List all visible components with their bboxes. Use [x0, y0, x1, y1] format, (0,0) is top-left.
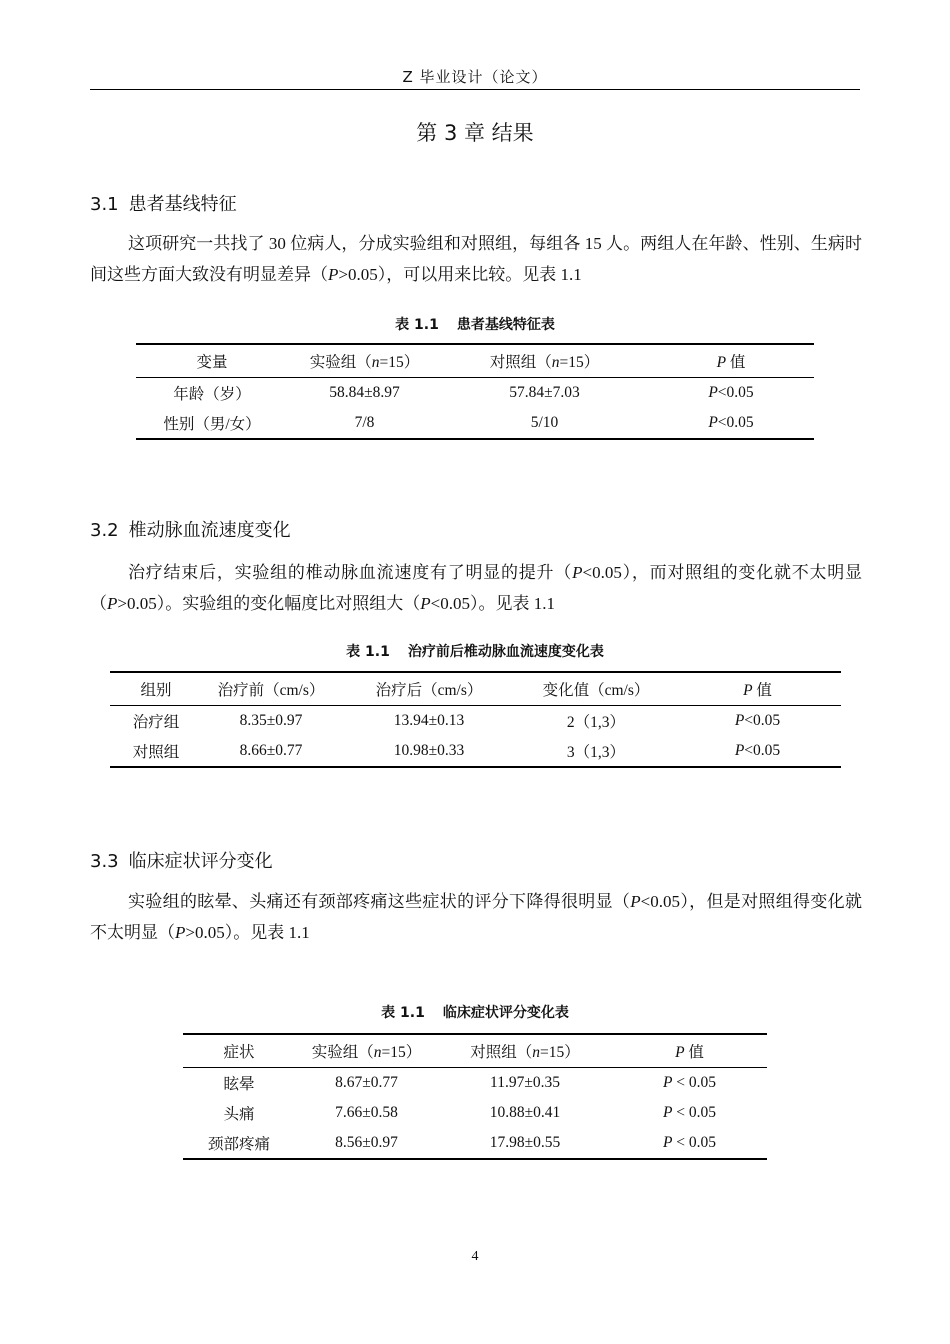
- text-run: 实验组的眩晕、头痛还有颈部疼痛这些症状的评分下降得很明显（: [128, 892, 631, 911]
- table-cell: [288, 378, 441, 409]
- table-cell: [518, 736, 674, 767]
- italic-symbol: P: [734, 742, 745, 759]
- page-header-title: Z 毕业设计（论文）: [402, 68, 548, 86]
- table-header-cell: [288, 344, 441, 378]
- table-caption-2: [0, 641, 950, 661]
- text-run: >0.05）。见表 1.1: [185, 923, 310, 942]
- text-run: 变量: [196, 354, 228, 371]
- text-run: 治疗结束后，实验组的椎动脉血流速度有了明显的提升（: [128, 563, 573, 582]
- text-run: <0.05: [744, 742, 781, 759]
- text-run: <0.05: [717, 384, 754, 401]
- table-cell: [136, 408, 288, 439]
- table-cell: [288, 408, 441, 439]
- section-title: 椎动脉血流速度变化: [128, 520, 291, 541]
- table-blood-flow: [110, 671, 841, 768]
- text-run: 10.98±0.33: [393, 742, 465, 759]
- table-cell: [612, 1098, 767, 1128]
- text-run: 对照组: [132, 744, 180, 761]
- text-run: 年龄（岁）: [173, 386, 251, 403]
- text-run: =15）: [540, 1044, 580, 1061]
- table-header-cell: [441, 344, 648, 378]
- page-number: 4: [471, 1249, 479, 1264]
- table-row: [183, 1128, 767, 1159]
- table-cell: [110, 706, 202, 737]
- table-cell: [202, 736, 340, 767]
- text-run: >0.05），可以用来比较。见表 1.1: [338, 265, 582, 284]
- table-row: [136, 408, 814, 439]
- table-cell: [340, 706, 518, 737]
- table-cell: [438, 1128, 612, 1159]
- italic-symbol: P: [708, 384, 718, 401]
- text-run: 5/10: [530, 414, 559, 431]
- section-paragraph-3-1: [90, 228, 862, 290]
- text-run: 值: [752, 682, 772, 699]
- table-caption-number: 表 1.1: [395, 317, 439, 333]
- italic-symbol: P: [107, 594, 118, 613]
- table-header-row: [110, 672, 841, 706]
- text-run: 性别（男/女）: [163, 416, 261, 433]
- italic-symbol: P: [420, 594, 431, 613]
- italic-symbol: P: [708, 414, 718, 431]
- table-cell: [295, 1128, 438, 1159]
- text-run: 7.66±0.58: [335, 1104, 398, 1121]
- text-run: 13.94±0.13: [393, 712, 465, 729]
- table-cell: [612, 1128, 767, 1159]
- table-cell: [648, 408, 814, 439]
- text-run: 头痛: [223, 1106, 255, 1123]
- table-header-cell: [183, 1034, 295, 1068]
- text-run: 颈部疼痛: [207, 1136, 270, 1153]
- text-run: 对照组（: [489, 354, 552, 371]
- text-run: 组别: [140, 682, 172, 699]
- table-cell: [612, 1068, 767, 1099]
- table-cell: [202, 706, 340, 737]
- table-cell: [183, 1128, 295, 1159]
- table-cell: [674, 736, 841, 767]
- text-run: 8.35±0.97: [239, 712, 303, 729]
- text-run: 8.67±0.77: [335, 1074, 398, 1091]
- text-run: 这项研究一共找了 30 位病人，分成实验组和对照组，每组各 15 人。两组人在年龄、性别、生病时间这些方面大致没有明显差异（: [90, 234, 862, 284]
- text-run: 2（1,3）: [566, 714, 626, 731]
- text-run: 对照组（: [470, 1044, 533, 1061]
- table-cell: [340, 736, 518, 767]
- italic-symbol: P: [662, 1074, 673, 1091]
- italic-symbol: P: [675, 1044, 685, 1061]
- italic-symbol: n: [371, 354, 380, 371]
- text-run: 58.84±8.97: [329, 384, 400, 401]
- italic-symbol: n: [373, 1044, 382, 1061]
- table-row: [110, 706, 841, 737]
- text-run: 11.97±0.35: [490, 1074, 560, 1091]
- italic-symbol: n: [532, 1044, 540, 1061]
- table-header-cell: [674, 672, 841, 706]
- text-run: 眩晕: [223, 1076, 255, 1093]
- italic-symbol: P: [328, 265, 339, 284]
- table-symptoms: [183, 1033, 767, 1160]
- section-number: 3.3: [90, 851, 119, 872]
- italic-symbol: P: [662, 1104, 673, 1121]
- table-cell: [438, 1068, 612, 1099]
- table-header-cell: [340, 672, 518, 706]
- text-run: 8.66±0.77: [239, 742, 303, 759]
- table-caption-number: 表 1.1: [346, 644, 390, 660]
- section-title: 患者基线特征: [128, 194, 237, 215]
- text-run: 57.84±7.03: [509, 384, 580, 401]
- table-header-cell: [110, 672, 202, 706]
- table-caption-1: [0, 314, 950, 334]
- text-run: 治疗前（cm/s）: [217, 682, 325, 699]
- table-header-cell: [202, 672, 340, 706]
- text-run: 实验组（: [311, 1044, 374, 1061]
- table-cell: [438, 1098, 612, 1128]
- section-paragraph-3-2: [90, 557, 862, 619]
- text-run: 3（1,3）: [566, 744, 626, 761]
- text-run: 值: [684, 1044, 704, 1061]
- table-cell: [441, 408, 648, 439]
- italic-symbol: P: [630, 892, 641, 911]
- section-heading-3-1: [90, 190, 237, 216]
- table-header-cell: [136, 344, 288, 378]
- text-run: 变化值（cm/s）: [542, 682, 650, 699]
- text-run: =15）: [559, 354, 600, 371]
- italic-symbol: P: [572, 563, 583, 582]
- table-caption-3: [0, 1002, 950, 1022]
- table-caption-number: 表 1.1: [381, 1005, 425, 1021]
- text-run: 8.56±0.97: [335, 1134, 398, 1151]
- table-row: [136, 378, 814, 409]
- section-number: 3.2: [90, 520, 119, 541]
- section-paragraph-3-3: [90, 886, 862, 948]
- table-header-cell: [295, 1034, 438, 1068]
- table-row: [110, 736, 841, 767]
- table-header-cell: [518, 672, 674, 706]
- text-run: < 0.05: [672, 1074, 717, 1091]
- table-header-cell: [438, 1034, 612, 1068]
- table-cell: [674, 706, 841, 737]
- text-run: =15）: [379, 354, 420, 371]
- italic-symbol: P: [175, 923, 186, 942]
- table-row: [183, 1098, 767, 1128]
- text-run: >0.05）。实验组的变化幅度比对照组大（: [117, 594, 421, 613]
- table-cell: [136, 378, 288, 409]
- text-run: 实验组（: [309, 354, 372, 371]
- table-caption-title: 患者基线特征表: [456, 317, 555, 333]
- text-run: <0.05），而对照组的变化就不太明显（: [90, 563, 863, 613]
- text-run: <0.05）。见表 1.1: [430, 594, 555, 613]
- italic-symbol: P: [743, 682, 753, 699]
- section-heading-3-3: [90, 847, 273, 873]
- text-run: <0.05），但是对照组得变化就不太明显（: [90, 892, 863, 942]
- section-title: 临床症状评分变化: [128, 851, 273, 872]
- table-header-row: [183, 1034, 767, 1068]
- table-cell: [183, 1068, 295, 1099]
- header-rule: [90, 89, 860, 90]
- table-caption-title: 临床症状评分变化表: [442, 1005, 569, 1021]
- table-header-row: [136, 344, 814, 378]
- text-run: < 0.05: [672, 1104, 717, 1121]
- text-run: <0.05: [744, 712, 781, 729]
- text-run: <0.05: [717, 414, 754, 431]
- table-header-cell: [612, 1034, 767, 1068]
- italic-symbol: n: [551, 354, 560, 371]
- italic-symbol: P: [662, 1134, 673, 1151]
- text-run: 7/8: [354, 414, 375, 431]
- table-cell: [648, 378, 814, 409]
- text-run: 10.88±0.41: [489, 1104, 561, 1121]
- text-run: =15）: [381, 1044, 422, 1061]
- table-cell: [441, 378, 648, 409]
- table-header-cell: [648, 344, 814, 378]
- italic-symbol: P: [734, 712, 745, 729]
- table-cell: [295, 1068, 438, 1099]
- table-cell: [518, 706, 674, 737]
- text-run: 值: [726, 354, 746, 371]
- text-run: < 0.05: [672, 1134, 717, 1151]
- italic-symbol: P: [716, 354, 727, 371]
- table-baseline: [136, 343, 814, 440]
- text-run: 治疗组: [132, 714, 180, 731]
- table-cell: [110, 736, 202, 767]
- section-number: 3.1: [90, 194, 119, 215]
- table-caption-title: 治疗前后椎动脉血流速度变化表: [407, 644, 604, 660]
- text-run: 17.98±0.55: [489, 1134, 561, 1151]
- table-cell: [183, 1098, 295, 1128]
- section-heading-3-2: [90, 516, 291, 542]
- table-cell: [295, 1098, 438, 1128]
- table-row: [183, 1068, 767, 1099]
- text-run: 症状: [223, 1044, 255, 1061]
- text-run: 治疗后（cm/s）: [375, 682, 483, 699]
- chapter-title: 第 3 章 结果: [416, 121, 534, 145]
